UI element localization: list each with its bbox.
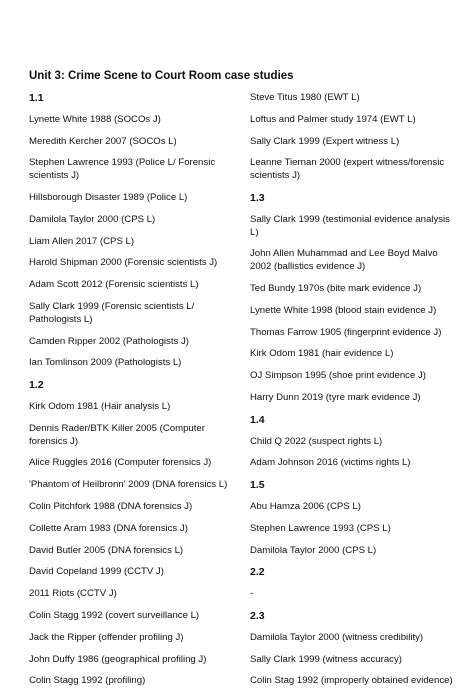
case-study-item: Adam Scott 2012 (Forensic scientists L) xyxy=(29,279,199,291)
case-study-item: Sally Clark 1999 (witness accuracy) xyxy=(250,653,402,665)
case-study-item: Camden Ripper 2002 (Pathologists J) xyxy=(29,335,189,347)
case-study-item: Meredith Kercher 2007 (SOCOs L) xyxy=(29,135,177,147)
case-study-item: Ian Tomlinson 2009 (Pathologists L) xyxy=(29,357,182,369)
case-study-item: Abu Hamza 2006 (CPS L) xyxy=(250,500,361,512)
page-title: Unit 3: Crime Scene to Court Room case studies xyxy=(29,70,294,82)
case-study-item: Adam Johnson 2016 (victims rights L) xyxy=(250,457,411,469)
case-study-item: Damilola Taylor 2000 (CPS L) xyxy=(29,213,156,225)
case-study-item: Colin Stagg 1992 (covert surveillance L) xyxy=(29,609,200,621)
case-study-item: Jack the Ripper (offender profiling J) xyxy=(29,631,184,643)
case-study-item: Hillsborough Disaster 1989 (Police L) xyxy=(29,191,188,203)
case-study-item: Lynette White 1998 (blood stain evidence J) xyxy=(250,304,437,316)
right-column xyxy=(250,92,460,697)
case-study-item: Kirk Odom 1981 (hair evidence L) xyxy=(250,348,394,360)
section-heading: 1.1 xyxy=(29,92,44,104)
case-study-item: Loftus and Palmer study 1974 (EWT L) xyxy=(250,113,416,125)
section-heading: 1.2 xyxy=(29,379,44,392)
case-study-item: - xyxy=(250,588,254,600)
case-study-item: Steve Titus 1980 (EWT L) xyxy=(250,92,360,103)
case-study-item: John Duffy 1986 (geographical profiling J) xyxy=(29,653,207,665)
case-study-item: David Copeland 1999 (CCTV J) xyxy=(29,566,164,578)
case-study-item: Sally Clark 1999 (Forensic scientists L/ Pathologists L) xyxy=(29,300,195,325)
case-study-item: Stephen Lawrence 1993 (CPS L) xyxy=(250,522,391,534)
section-heading: 2.3 xyxy=(250,609,265,622)
case-study-item: Thomas Farrow 1905 (fingerprint evidence J) xyxy=(250,326,442,338)
case-study-item: 'Phantom of Heilbronn' 2009 (DNA forensics L) xyxy=(29,479,228,491)
case-study-item: Lynette White 1988 (SOCOs J) xyxy=(29,113,161,125)
case-study-item: Stephen Lawrence 1993 (Police L/ Forensic scientists J) xyxy=(29,157,216,182)
left-column xyxy=(29,92,237,697)
case-study-item: Leanne Tiernan 2000 (expert witness/forensic scientists J) xyxy=(250,157,445,182)
section-heading: 1.5 xyxy=(250,479,265,492)
case-study-item: Ted Bundy 1970s (bite mark evidence J) xyxy=(250,282,422,294)
section-heading: 2.2 xyxy=(250,566,265,579)
case-study-item: 2011 Riots (CCTV J) xyxy=(29,588,117,600)
case-study-item: Harry Dunn 2019 (tyre mark evidence J) xyxy=(250,391,421,403)
case-study-item: Colin Stagg 1992 (profiling) xyxy=(29,675,146,687)
case-study-item: David Butler 2005 (DNA forensics L) xyxy=(29,544,184,556)
case-study-item: Liam Allen 2017 (CPS L) xyxy=(29,235,135,247)
case-study-item: Harold Shipman 2000 (Forensic scientists J) xyxy=(29,257,218,269)
case-study-item: Child Q 2022 (suspect rights L) xyxy=(250,435,383,447)
section-heading: 1.3 xyxy=(250,191,265,204)
case-study-item: Damilola Taylor 2000 (witness credibility) xyxy=(250,631,424,643)
case-study-item: John Allen Muhammad and Lee Boyd Malvo 2002 (ballistics evidence J) xyxy=(250,248,438,273)
case-study-item: Kirk Odom 1981 (Hair analysis L) xyxy=(29,400,171,412)
case-study-item: Dennis Rader/BTK Killer 2005 (Computer forensics J) xyxy=(29,422,205,447)
section-heading: 1.4 xyxy=(250,413,265,426)
case-study-item: Sally Clark 1999 (testimonial evidence analysis L) xyxy=(250,213,450,238)
case-study-item: Collette Aram 1983 (DNA forensics J) xyxy=(29,522,188,534)
case-study-item: Sally Clark 1999 (Expert witness L) xyxy=(250,135,400,147)
case-study-item: Damilola Taylor 2000 (CPS L) xyxy=(250,544,377,556)
case-study-item: Alice Ruggles 2016 (Computer forensics J) xyxy=(29,457,212,469)
case-study-item: Colin Stag 1992 (improperly obtained evidence) xyxy=(250,675,453,687)
case-study-item: Colin Pitchfork 1988 (DNA forensics J) xyxy=(29,500,193,512)
case-study-item: OJ Simpson 1995 (shoe print evidence J) xyxy=(250,370,426,382)
